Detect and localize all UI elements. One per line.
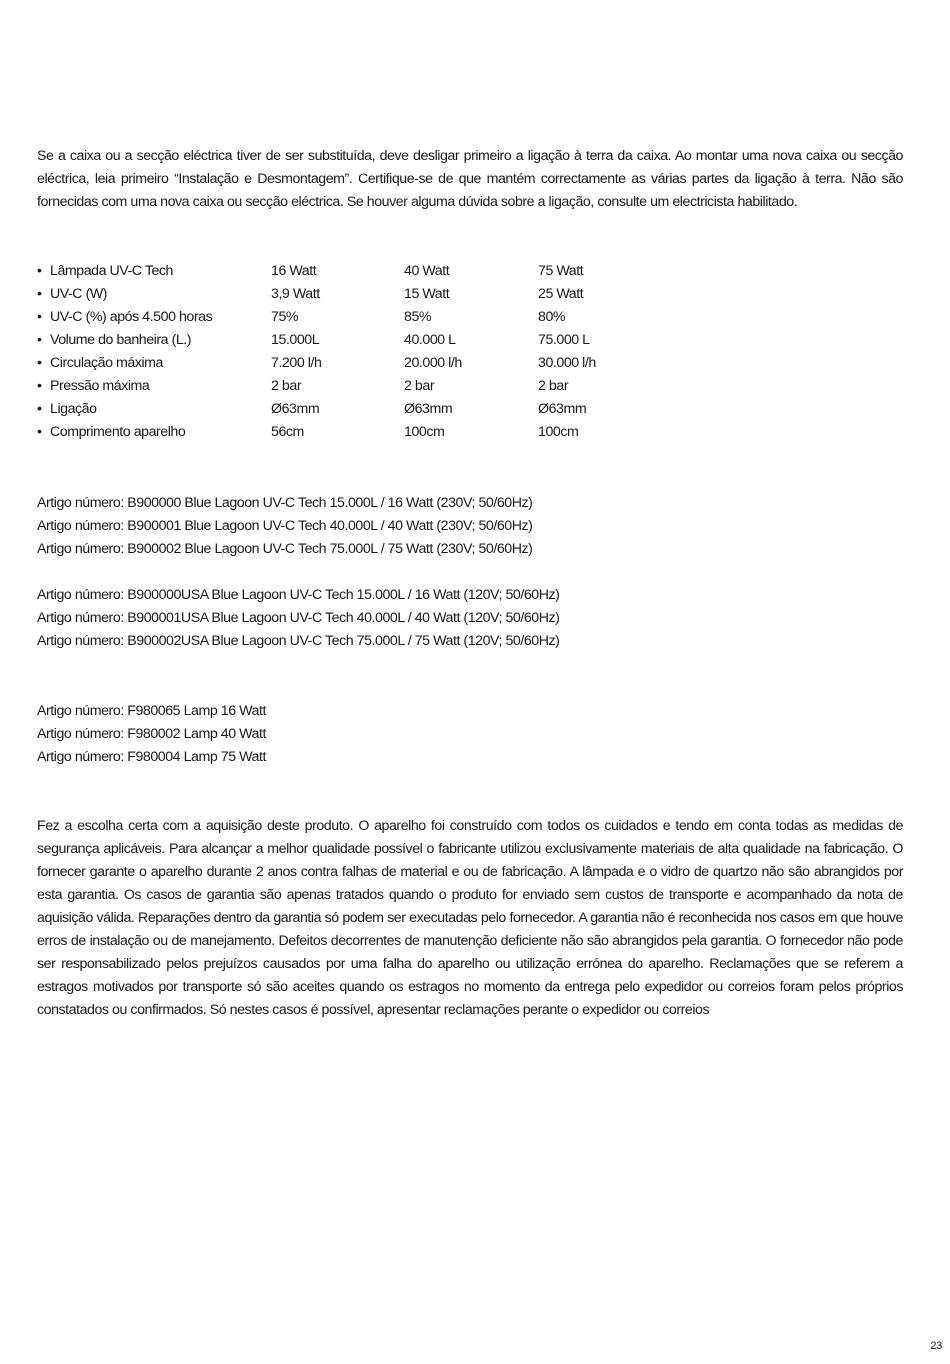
bullet: •	[37, 332, 42, 348]
spec-label: UV-C (W)	[50, 286, 108, 302]
spec-value-75w: 25 Watt	[538, 286, 584, 302]
intro-paragraph: Se a caixa ou a secção eléctrica tiver de ser substituída, deve desligar primeiro a ligação à terra da caixa. Ao montar uma nova caixa ou secção eléctrica, leia primeiro “Instalação e Desmontagem”. Certifique-se de que mantém correctamente as várias partes da ligação à terra. Não são fornecidas com uma nova caixa ou secção eléctrica. Se houver alguma dúvida sobre a ligação, consulte um electricista habilitado.	[37, 148, 903, 210]
spec-row	[37, 329, 637, 352]
bullet: •	[37, 263, 42, 279]
spec-label: Ligação	[50, 401, 97, 417]
article-line: Artigo número: B900000USA Blue Lagoon UV-C Tech 15.000L / 16 Watt (120V; 50/60Hz)	[37, 587, 560, 603]
spec-value-40w: 15 Watt	[404, 286, 450, 302]
article-line: Artigo número: B900001USA Blue Lagoon UV-C Tech 40.000L / 40 Watt (120V; 50/60Hz)	[37, 610, 560, 626]
article-line: Artigo número: B900002 Blue Lagoon UV-C Tech 75.000L / 75 Watt (230V; 50/60Hz)	[37, 541, 533, 557]
spec-row	[37, 260, 637, 283]
lamp-line: Artigo número: F980004 Lamp 75 Watt	[37, 749, 266, 765]
spec-value-75w: 75.000 L	[538, 332, 590, 348]
spec-value-40w: 40.000 L	[404, 332, 456, 348]
spec-row	[37, 375, 637, 398]
warranty-paragraph: Fez a escolha certa com a aquisição deste produto. O aparelho foi construído com todos os cuidados e tendo em conta todas as medidas de segurança aplicáveis. Para alcançar a melhor qualidade possível o fabricante utilizou exclusivamente materiais de alta qualidade na fabricação. O fornecer garante o aparelho durante 2 anos contra falhas de material e ou de fabricação. A lâmpada e o vidro de quartzo não são abrangidos por esta garantia. Os casos de garantia são apenas tratados quando o produto for enviado sem custos de transporte e acompanhado da nota de aquisição válida. Reparações dentro da garantia só podem ser executadas pelo fornecedor. A garantia não é reconhecida nos casos em que houve erros de instalação ou de manejamento. Defeitos decorrentes de manutenção deficiente não são abrangidos pela garantia. O fornecedor não pode ser responsabilizado pelos prejuízos causados por uma falha do aparelho ou utilização errónea do aparelho. Reclamações que se referem a estragos motivados por transporte só são aceites quando os estragos no momento da entrega pelo expedidor ou correios foram pelos próprios constatados ou confirmados. Só nestes casos é possível, apresentar reclamações perante o expedidor ou correios	[37, 818, 903, 1018]
article-line: Artigo número: B900001 Blue Lagoon UV-C Tech 40.000L / 40 Watt (230V; 50/60Hz)	[37, 518, 533, 534]
spec-value-75w: 100cm	[538, 424, 579, 440]
spec-label: Comprimento aparelho	[50, 424, 186, 440]
spec-value-40w: 20.000 l/h	[404, 355, 462, 371]
lamp-article-numbers	[37, 700, 266, 769]
bullet: •	[37, 378, 42, 394]
bullet: •	[37, 424, 42, 440]
spec-label: Volume do banheira (L.)	[50, 332, 192, 348]
spec-value-40w: 2 bar	[404, 378, 435, 394]
spec-row	[37, 306, 637, 329]
spec-value-75w: 80%	[538, 309, 566, 325]
article-numbers-230v	[37, 492, 532, 561]
spec-value-16w: 16 Watt	[271, 263, 317, 279]
spec-value-40w: Ø63mm	[404, 401, 453, 417]
spec-value-40w: 100cm	[404, 424, 445, 440]
spec-value-40w: 85%	[404, 309, 432, 325]
spec-value-75w: 30.000 l/h	[538, 355, 596, 371]
spec-label: Lâmpada UV-C Tech	[50, 263, 174, 279]
spec-value-75w: Ø63mm	[538, 401, 587, 417]
spec-row	[37, 352, 637, 375]
spec-value-75w: 2 bar	[538, 378, 569, 394]
spec-row	[37, 421, 637, 444]
lamp-line: Artigo número: F980065 Lamp 16 Watt	[37, 703, 266, 719]
page-number: 23	[930, 1340, 942, 1352]
article-line: Artigo número: B900002USA Blue Lagoon UV-C Tech 75.000L / 75 Watt (120V; 50/60Hz)	[37, 633, 560, 649]
article-line: Artigo número: B900000 Blue Lagoon UV-C Tech 15.000L / 16 Watt (230V; 50/60Hz)	[37, 495, 533, 511]
spec-label: Pressão máxima	[50, 378, 150, 394]
spec-row	[37, 398, 637, 421]
spec-value-16w: 3,9 Watt	[271, 286, 320, 302]
spec-value-16w: 56cm	[271, 424, 304, 440]
bullet: •	[37, 355, 42, 371]
bullet: •	[37, 401, 42, 417]
spec-row	[37, 283, 637, 306]
bullet: •	[37, 309, 42, 325]
spec-value-75w: 75 Watt	[538, 263, 584, 279]
spec-label: UV-C (%) após 4.500 horas	[50, 309, 213, 325]
spec-value-16w: 15.000L	[271, 332, 320, 348]
spec-value-40w: 40 Watt	[404, 263, 450, 279]
spec-label: Circulação máxima	[50, 355, 163, 371]
spec-value-16w: Ø63mm	[271, 401, 320, 417]
bullet: •	[37, 286, 42, 302]
spec-value-16w: 2 bar	[271, 378, 302, 394]
spec-value-16w: 7.200 l/h	[271, 355, 322, 371]
lamp-line: Artigo número: F980002 Lamp 40 Watt	[37, 726, 266, 742]
specifications-list	[37, 260, 637, 444]
article-numbers-120v	[37, 584, 559, 653]
spec-value-16w: 75%	[271, 309, 299, 325]
